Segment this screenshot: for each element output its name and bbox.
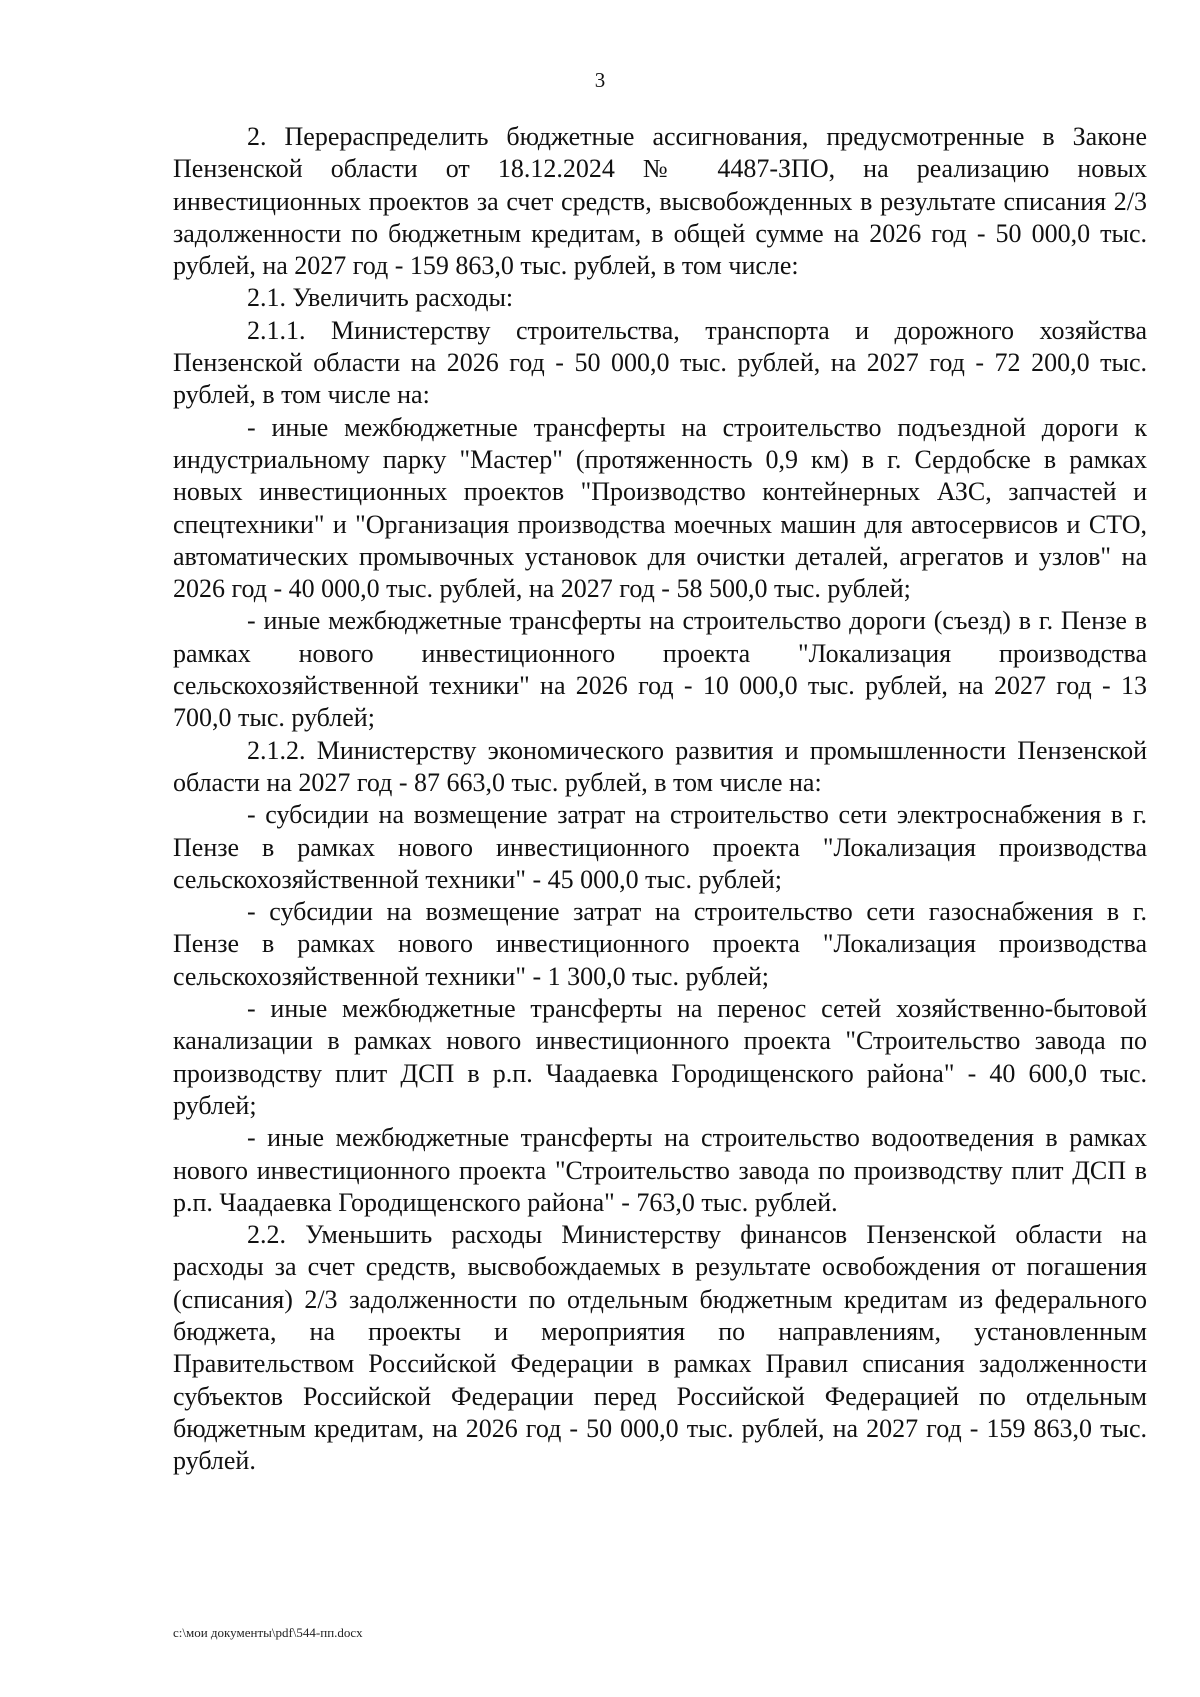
paragraph-2-2: 2.2. Уменьшить расходы Министерству финансов Пензенской области на расходы за счет средств, высвобождаемых в результате освобождения от погашения (списания) 2/3 задолженности по отдельным бюджетным кредитам из федерального бюджета, на проекты и мероприятия по направлениям, установленным Правительством Российской Федерации в рамках Правил списания задолженности субъектов Российской Федерации перед Российской Федерацией по отдельным бюджетным кредитам, на 2026 год - 50 000,0 тыс. рублей, на 2027 год - 159 863,0 тыс. рублей. xyxy=(173,1220,1147,1476)
paragraph-transfer-sewerage: - иные межбюджетные трансферты на перенос сетей хозяйственно-бытовой канализации в рамках нового инвестиционного проекта "Строительство завода по производству плит ДСП в р.п. Чаадаевка Городищенского района" - 40 600,0 тыс. рублей; xyxy=(173,994,1147,1120)
paragraph-2: 2. Перераспределить бюджетные ассигнования, предусмотренные в Законе Пензенской области от 18.12.2024 № 4487-ЗПО, на реализацию новых инвестиционных проектов за счет средств, высвобожденных в результате списания 2/3 задолженности по бюджетным кредитам, в общей сумме на 2026 год - 50 000,0 тыс. рублей, на 2027 год - 159 863,0 тыс. рублей, в том числе: xyxy=(173,122,1147,281)
paragraph-transfer-drainage: - иные межбюджетные трансферты на строительство водоотведения в рамках нового инвестиционного проекта "Строительство завода по производству плит ДСП в р.п. Чаадаевка Городищенского района" - 763,0 тыс. рублей. xyxy=(173,1123,1147,1217)
paragraph-2-1: 2.1. Увеличить расходы: xyxy=(247,283,514,313)
footer-file-path: c:\мои документы\pdf\544-пп.docx xyxy=(173,1625,363,1640)
page-number: 3 xyxy=(594,68,606,92)
paragraph-transfer-serdobsk-road: - иные межбюджетные трансферты на строительство подъездной дороги к индустриальному парку "Мастер" (протяженность 0,9 км) в г. Сердобске в рамках новых инвестиционных проектов "Производство контейнерных АЗС, запчастей и спецтехники" и "Организация производства моечных машин для автосервисов и СТО, автоматических промывочных установок для очистки деталей, агрегатов и узлов" на 2026 год - 40 000,0 тыс. рублей, на 2027 год - 58 500,0 тыс. рублей; xyxy=(173,412,1147,604)
paragraph-subsidy-electricity: - субсидии на возмещение затрат на строительство сети электроснабжения в г. Пензе в рамках нового инвестиционного проекта "Локализация производства сельскохозяйственной техники" - 45 000,0 тыс. рублей; xyxy=(173,800,1147,894)
paragraph-transfer-penza-road: - иные межбюджетные трансферты на строительство дороги (съезд) в г. Пензе в рамках нового инвестиционного проекта "Локализация производства сельскохозяйственной техники" на 2026 год - 10 000,0 тыс. рублей, на 2027 год - 13 700,0 тыс. рублей; xyxy=(173,606,1147,733)
paragraph-2-1-2: 2.1.2. Министерству экономического развития и промышленности Пензенской области на 2027 год - 87 663,0 тыс. рублей, в том числе на: xyxy=(173,735,1147,797)
paragraph-subsidy-gas: - субсидии на возмещение затрат на строительство сети газоснабжения в г. Пензе в рамках нового инвестиционного проекта "Локализация производства сельскохозяйственной техники" - 1 300,0 тыс. рублей; xyxy=(173,897,1147,991)
paragraph-2-1-1: 2.1.1. Министерству строительства, транспорта и дорожного хозяйства Пензенской области на 2026 год - 50 000,0 тыс. рублей, на 2027 год - 72 200,0 тыс. рублей, в том числе на: xyxy=(173,315,1147,410)
document-body xyxy=(173,121,1147,1477)
